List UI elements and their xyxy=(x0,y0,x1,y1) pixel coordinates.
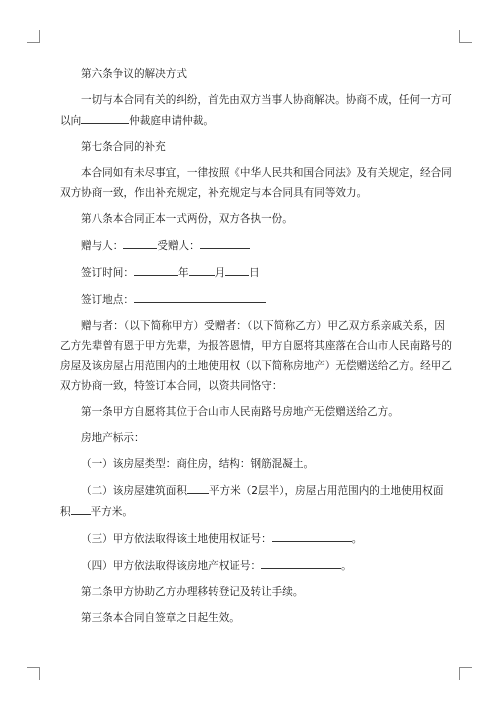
sign-place-line xyxy=(60,291,445,308)
text: 仲裁庭申请仲裁。 xyxy=(129,115,214,127)
article-2: 第二条甲方协助乙方办理移转登记及转让手续。 xyxy=(81,586,304,598)
blank-property-cert xyxy=(261,557,341,569)
donor-label: 赠与人： xyxy=(81,240,124,252)
blank-land-area xyxy=(71,503,91,515)
crop-mark-top-right xyxy=(459,30,472,43)
blank-donee xyxy=(200,237,250,249)
intro-line-2: 乙方先辈曾有恩于甲方先辈，为报答恩情，甲方自愿将其座落在合山市人民南路号的 xyxy=(60,340,452,352)
text: 以向 xyxy=(60,115,82,127)
text: 平方米（2层半），房屋占用范围内的土地使用权面 xyxy=(208,485,444,497)
text: （三）甲方依法取得该土地使用权证号： xyxy=(81,533,272,545)
day-label: 日 xyxy=(249,267,260,279)
text: （四）甲方依法取得该房地产权证号： xyxy=(81,560,262,572)
year-label: 年 xyxy=(177,267,189,279)
sign-date-line xyxy=(60,264,445,281)
item-1: （一）该房屋类型：商住房，结构：钢筋混凝土。 xyxy=(81,458,315,470)
article-8: 第八条本合同正本一式两份，双方各执一份。 xyxy=(81,213,293,225)
intro-line-1: 赠与者：（以下简称甲方）受赠者：（以下简称乙方）甲乙双方系亲戚关系，因 xyxy=(81,320,445,332)
blank-land-cert xyxy=(272,530,352,542)
sign-time-label: 签订时间： xyxy=(81,267,134,279)
donee-label: 受赠人： xyxy=(157,240,200,252)
article-7-line-1: 本合同如有未尽事宜，一律按照《中华人民共和国合同法》及有关规定，经合同 xyxy=(81,167,452,179)
sign-place-label: 签订地点： xyxy=(81,294,134,306)
item-3 xyxy=(60,530,445,547)
blank-donor xyxy=(123,237,157,249)
crop-mark-bottom-right xyxy=(459,667,472,680)
crop-mark-top-left xyxy=(27,30,40,43)
text: 。 xyxy=(351,533,363,545)
blank-month xyxy=(189,264,215,276)
document-page xyxy=(60,66,452,626)
article-7-line-2: 双方协商一致，作出补充规定，补充规定与本合同具有同等效力。 xyxy=(60,187,368,199)
month-label: 月 xyxy=(214,267,226,279)
text: 平方米。 xyxy=(90,506,133,518)
item-2-line-2 xyxy=(60,503,445,520)
blank-sign-place xyxy=(134,291,266,303)
signatory-line xyxy=(60,237,445,254)
blank-building-area xyxy=(187,482,209,494)
item-2-line-1 xyxy=(60,482,445,499)
property-label: 房地产标示： xyxy=(81,432,145,444)
text: 积 xyxy=(60,506,71,518)
article-1: 第一条甲方自愿将其位于合山市人民南路号房地产无偿赠送给乙方。 xyxy=(81,406,399,418)
text: 。 xyxy=(341,560,352,572)
blank-day xyxy=(225,264,249,276)
intro-line-4: 双方协商一致，特签订本合同，以资共同恪守： xyxy=(60,380,283,392)
article-6-line-2 xyxy=(60,112,445,129)
article-6-line-1: 一切与本合同有关的纠纷，首先由双方当事人协商解决。协商不成，任何一方可 xyxy=(81,94,452,106)
article-7-title: 第七条合同的补充 xyxy=(81,141,166,153)
intro-line-3: 房屋及该房屋占用范围内的土地使用权（以下简称房地产）无偿赠送给乙方。经甲乙 xyxy=(60,360,452,372)
article-6-title: 第六条争议的解决方式 xyxy=(81,68,187,80)
blank-arbitration-body xyxy=(81,112,129,124)
crop-mark-bottom-left xyxy=(27,667,40,680)
text: （二）该房屋建筑面积 xyxy=(81,485,187,497)
blank-year xyxy=(134,264,178,276)
article-3: 第三条本合同自签章之日起生效。 xyxy=(81,612,240,624)
item-4 xyxy=(60,557,445,574)
